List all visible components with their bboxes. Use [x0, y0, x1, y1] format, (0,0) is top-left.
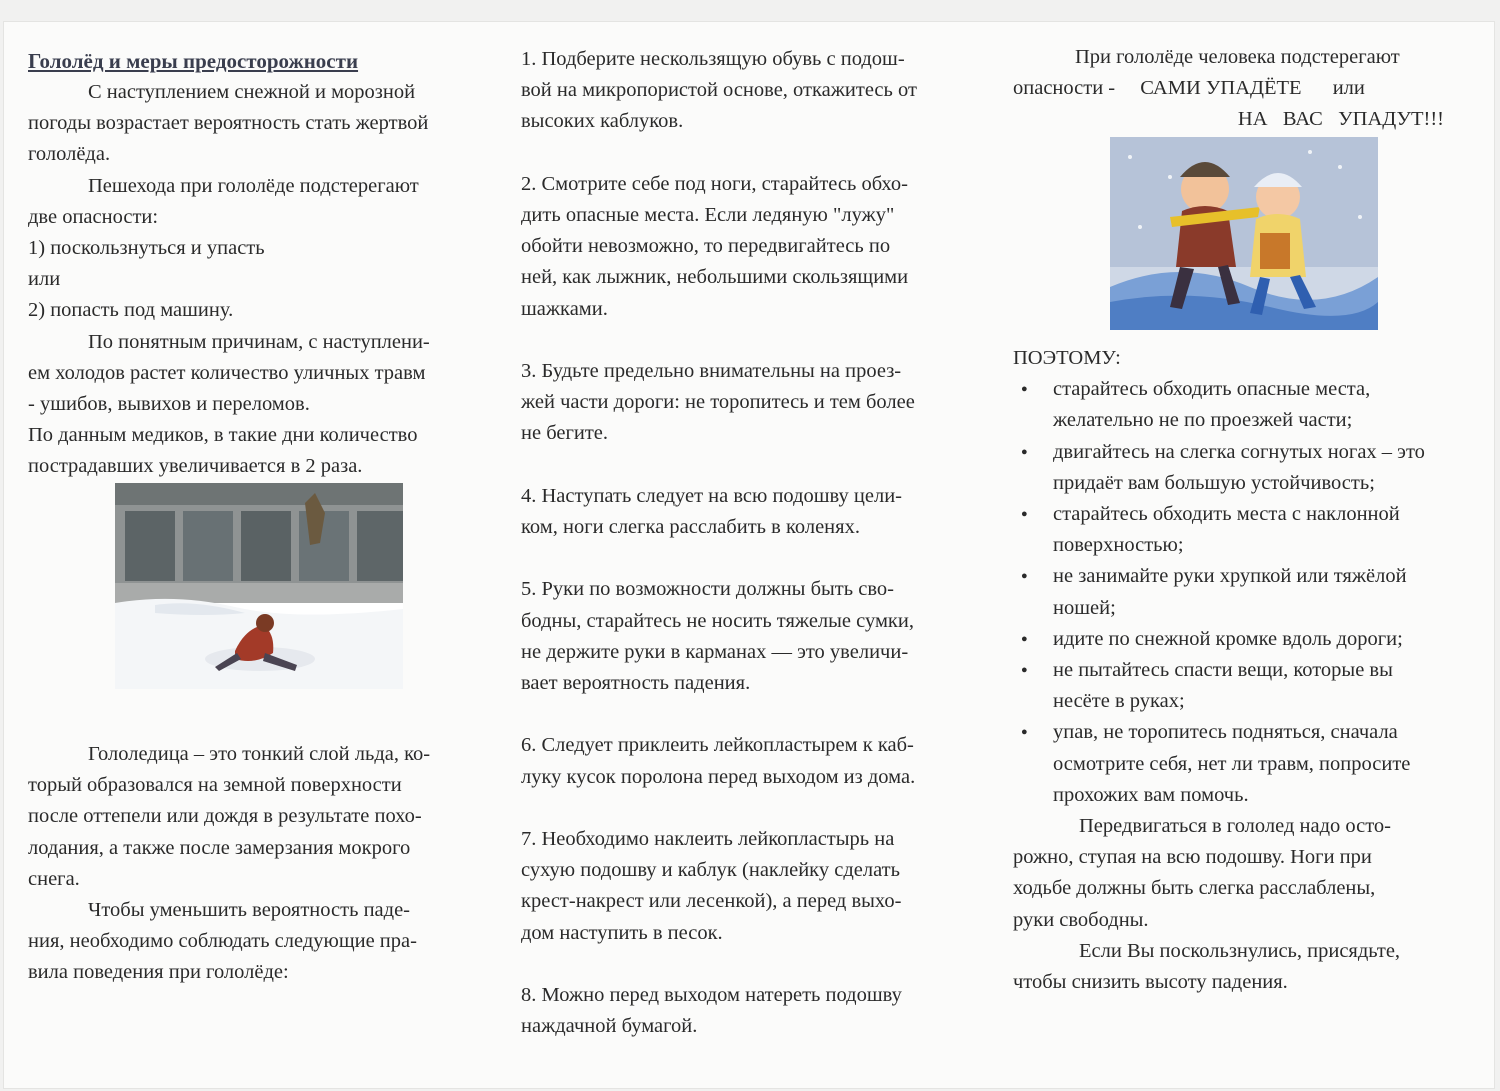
rule-line: 2. Смотрите себе под ноги, старайтесь обхо-	[521, 172, 908, 195]
rule-line: ней, как лыжник, небольшими скользящими	[521, 266, 909, 289]
paragraph-line: пострадавших увеличивается в 2 раза.	[28, 455, 363, 478]
rule-line: 5. Руки по возможности должны быть сво-	[521, 578, 894, 601]
rule-item	[521, 356, 976, 450]
intro-line: При гололёде человека подстерегают	[1075, 46, 1400, 68]
rule-line: дом наступить в песок.	[521, 921, 723, 944]
paragraph-line: торый образовался на земной поверхности	[28, 774, 402, 797]
rule-item	[521, 980, 976, 1042]
rule-line: обойти невозможно, то передвигайтесь по	[521, 235, 891, 258]
paragraph-line: погоды возрастает вероятность стать жертвой	[28, 112, 429, 135]
rule-item	[521, 44, 976, 138]
column-right	[1013, 42, 1478, 136]
rule-item	[521, 730, 976, 792]
column-middle	[521, 44, 976, 1042]
illustration-children-on-ice	[1110, 137, 1378, 330]
paragraph-line: вила поведения при гололёде:	[28, 961, 289, 984]
rule-line: 7. Необходимо наклеить лейкопластырь на	[521, 827, 895, 850]
intro-emphasis: САМИ УПАДЁТЕ	[1140, 77, 1302, 100]
therefore-heading: ПОЭТОМУ:	[1013, 347, 1121, 369]
rule-item	[521, 169, 976, 325]
bullet-line: несёте в руках;	[1053, 690, 1185, 713]
rule-line: сухую подошву и каблук (наклейку сделать	[521, 859, 900, 882]
bullet-line: желательно не по проезжей части;	[1053, 409, 1353, 432]
winter-street-photo	[115, 483, 403, 689]
rule-line: 1. Подберите нескользящую обувь с подош-	[521, 48, 905, 70]
intro-emphasis: НА ВАС УПАДУТ!!!	[1237, 108, 1444, 131]
safety-bullet-list	[1013, 374, 1478, 811]
danger-item-1: 1) поскользнуться и упасть	[28, 237, 265, 260]
rule-line: бодны, старайтесь не носить тяжелые сумки,	[521, 609, 914, 632]
rule-line: дить опасные места. Если ледяную "лужу"	[521, 204, 895, 226]
rule-line: 3. Будьте предельно внимательны на проез-	[521, 360, 902, 382]
rule-line: 8. Можно перед выходом натереть подошву	[521, 983, 902, 1006]
bullet-line: ношей;	[1053, 596, 1116, 619]
paragraph-line: чтобы снизить высоту падения.	[1013, 971, 1288, 994]
paragraph-line: лодания, а также после замерзания мокрого	[28, 836, 411, 859]
paragraph-line: Чтобы уменьшить вероятность паде-	[88, 899, 410, 922]
paragraph-line: Гололедица – это тонкий слой льда, ко-	[88, 743, 431, 765]
rule-line: вой на микропористой основе, откажитесь от	[521, 79, 917, 102]
paragraph-line: - ушибов, вывихов и переломов.	[28, 393, 310, 416]
paragraph-line: две опасности:	[28, 205, 159, 228]
paragraph-line: Если Вы поскользнулись, присядьте,	[1079, 939, 1401, 962]
rule-line: жей части дороги: не торопитесь и тем более	[521, 391, 915, 414]
column-right-lower	[1013, 343, 1478, 998]
paragraph-line: ходьбе должны быть слегка расслаблены,	[1013, 877, 1376, 900]
photo-fallen-pedestrian	[115, 483, 403, 689]
intro-word: или	[1332, 77, 1365, 100]
paragraph-line: ем холодов растет количество уличных травм	[28, 361, 426, 384]
paragraph-line: Передвигаться в гололед надо осто-	[1079, 815, 1392, 838]
bullet-line: осмотрите себя, нет ли травм, попросите	[1053, 752, 1411, 775]
bullet-line: придаёт вам большую устойчивость;	[1053, 471, 1375, 494]
paragraph-line: Пешехода при гололёде подстерегают	[88, 174, 419, 197]
children-skating-drawing	[1110, 137, 1378, 330]
rule-line: ком, ноги слегка расслабить в коленях.	[521, 516, 860, 538]
intro-line	[1013, 73, 1478, 104]
paragraph-line: По понятным причинам, с наступлени-	[88, 330, 430, 353]
list-item	[1013, 374, 1478, 436]
rule-line: луку кусок поролона перед выходом из дома.	[521, 765, 916, 788]
bullet-line: не пытайтесь спасти вещи, которые вы	[1053, 659, 1393, 682]
rule-line: не держите руки в карманах — это увеличи-	[521, 640, 909, 663]
bullet-line: не занимайте руки хрупкой или тяжёлой	[1053, 565, 1407, 588]
rule-line: 4. Наступать следует на всю подошву цели-	[521, 484, 903, 507]
page-title: Гололёд и меры предосторожности	[28, 49, 359, 73]
bullet-line: прохожих вам помочь.	[1053, 783, 1249, 806]
bullet-line: двигайтесь на слегка согнутых ногах – это	[1053, 440, 1425, 463]
paragraph-line: ния, необходимо соблюдать следующие пра-	[28, 930, 417, 953]
rule-item	[521, 481, 976, 543]
bullet-line: идите по снежной кромке вдоль дороги;	[1053, 627, 1403, 650]
rule-line: не бегите.	[521, 422, 609, 445]
rule-item	[521, 574, 976, 699]
rule-line: вает вероятность падения.	[521, 672, 751, 694]
rule-item	[521, 824, 976, 949]
paragraph-line: руки свободны.	[1013, 908, 1149, 931]
paragraph-line: рожно, ступая на всю подошву. Ноги при	[1013, 846, 1372, 869]
rule-line: крест-накрест или лесенкой), а перед выхо-	[521, 890, 902, 913]
paragraph-line: после оттепели или дождя в результате похо-	[28, 805, 422, 828]
paragraph-line: С наступлением снежной и морозной	[88, 81, 416, 103]
danger-item-2: 2) попасть под машину.	[28, 299, 234, 322]
bullet-line: старайтесь обходить опасные места,	[1053, 378, 1371, 401]
intro-word: опасности -	[1013, 77, 1116, 100]
list-item	[1013, 437, 1478, 499]
paragraph-line: снега.	[28, 867, 80, 890]
or-word: или	[28, 268, 61, 291]
rule-line: наждачной бумагой.	[521, 1015, 698, 1038]
column-left	[28, 46, 488, 483]
list-item	[1013, 655, 1478, 717]
list-item	[1013, 717, 1478, 811]
rule-line: шажками.	[521, 297, 608, 320]
bullet-line: старайтесь обходить места с наклонной	[1053, 503, 1400, 526]
paragraph-line: гололёда.	[28, 143, 111, 166]
paragraph-line: По данным медиков, в такие дни количество	[28, 424, 418, 447]
list-item	[1013, 499, 1478, 561]
bullet-line: упав, не торопитесь подняться, сначала	[1053, 721, 1398, 744]
rule-line: высоких каблуков.	[521, 110, 684, 133]
list-item	[1013, 561, 1478, 623]
bullet-line: поверхностью;	[1053, 534, 1184, 557]
rule-line: 6. Следует приклеить лейкопластырем к каб-	[521, 734, 914, 757]
list-item	[1013, 624, 1478, 655]
column-left-lower	[28, 739, 488, 989]
